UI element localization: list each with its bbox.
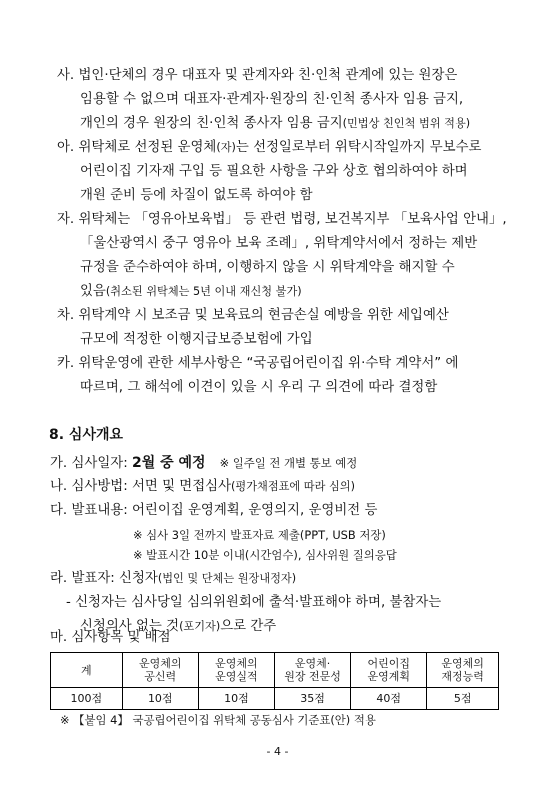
- header-cell: 어린이집 운영계획: [351, 653, 427, 688]
- value-cell: 40점: [351, 688, 427, 710]
- item-ra-note: (법인 및 단체는 원장내정자): [157, 572, 297, 585]
- header-cell: 운영체의 공신력: [122, 653, 198, 688]
- para-cha-line-2: 규모에 적정한 이행지급보증보험에 가입: [80, 332, 313, 347]
- header-cell: 계: [51, 653, 123, 688]
- para-ka-line-1: 카. 위탁운영에 관한 세부사항은 “국공립어린이집 위·수탁 계약서” 에: [57, 356, 459, 371]
- score-table: [50, 652, 499, 710]
- value-cell: 100점: [51, 688, 123, 710]
- item-ra-sub-2: 신청의사 없는 것(포기자)으로 간주: [80, 619, 277, 634]
- item-da: 다. 발표내용: 어린이집 운영계획, 운영의지, 운영비전 등: [50, 503, 378, 518]
- para-cha-line-1: 차. 위탁계약 시 보조금 및 보육료의 현금손실 예방을 위한 세입예산: [57, 308, 449, 323]
- score-table-row: [51, 688, 499, 710]
- item-ma: 마. 심사항목 및 배점: [50, 630, 171, 645]
- item-ga: 가. 심사일자: 2월 중 예정 ※ 일주일 전 개별 통보 예정: [50, 455, 358, 471]
- section-title: 8. 심사개요: [49, 427, 124, 443]
- para-ja-note: (취소된 위탁체는 5년 이내 재신청 불가): [105, 285, 302, 298]
- value-cell: 35점: [274, 688, 350, 710]
- para-sa-line-1: 사. 법인·단체의 경우 대표자 및 관계자와 친·인척 관계에 있는 원장은: [57, 68, 458, 83]
- para-ka-line-2: 따르며, 그 해석에 이견이 있을 시 우리 구 의견에 따라 결정함: [80, 380, 438, 395]
- item-da-note-1: ※ 심사 3일 전까지 발표자료 제출(PPT, USB 저장): [133, 528, 386, 542]
- item-da-note-2: ※ 발표시간 10분 이내(시간엄수), 심사위원 질의응답: [133, 548, 397, 562]
- para-a-line-2: 어린이집 기자재 구입 등 필요한 사항을 구와 상호 협의하여야 하며: [80, 164, 468, 179]
- para-a-note: (자): [216, 141, 236, 154]
- item-ra-sub-1: - 신청자는 심사당일 심의위원회에 출석·발표해야 하며, 불참자는: [66, 595, 442, 610]
- header-cell: 운영체의 운영실적: [198, 653, 274, 688]
- para-sa-line-2: 임용할 수 없으며 대표자·관계자·원장의 친·인척 종사자 임용 금지,: [80, 92, 464, 107]
- page-number: - 4 -: [266, 745, 289, 758]
- item-ra: 라. 발표자: 신청자(법인 및 단체는 원장내정자): [50, 571, 297, 586]
- value-cell: 10점: [198, 688, 274, 710]
- review-date: 2월 중 예정: [131, 455, 206, 471]
- para-a-line-3: 개원 준비 등에 차질이 없도록 하여야 함: [80, 188, 313, 203]
- para-ja-line-4: 있음(취소된 위탁체는 5년 이내 재신청 불가): [80, 284, 302, 299]
- value-cell: 10점: [122, 688, 198, 710]
- review-date-note: ※ 일주일 전 개별 통보 예정: [219, 456, 358, 470]
- score-table-header-row: [51, 653, 499, 688]
- item-na: 나. 심사방법: 서면 및 면접심사(평가채점표에 따라 심의): [50, 479, 355, 494]
- para-ja-line-1: 자. 위탁체는 「영유아보육법」 등 관련 법령, 보건복지부 「보육사업 안내」,: [57, 212, 507, 227]
- para-ja-line-2: 「울산광역시 중구 영유아 보육 조례」, 위탁계약서에서 정하는 제반: [80, 236, 478, 251]
- para-a-line-1: 아. 위탁체로 선정된 운영체(자)는 선정일로부터 위탁시작일까지 무보수로: [57, 140, 482, 155]
- para-ja-line-3: 규정을 준수하여야 하며, 이행하지 않을 시 위탁계약을 해지할 수: [80, 260, 455, 275]
- header-cell: 운영체의 재정능력: [427, 653, 499, 688]
- para-sa-note: (민법상 친인척 범위 적용): [342, 117, 471, 130]
- para-sa-line-3: 개인의 경우 원장의 친·인척 종사자 임용 금지(민법상 친인척 범위 적용): [80, 116, 471, 131]
- attachment-note: ※ 【붙임 4】 국공립어린이집 위탁체 공동심사 기준표(안) 적용: [60, 713, 376, 727]
- value-cell: 5점: [427, 688, 499, 710]
- header-cell: 운영체· 원장 전문성: [274, 653, 350, 688]
- item-na-note: (평가채점표에 따라 심의): [231, 480, 355, 493]
